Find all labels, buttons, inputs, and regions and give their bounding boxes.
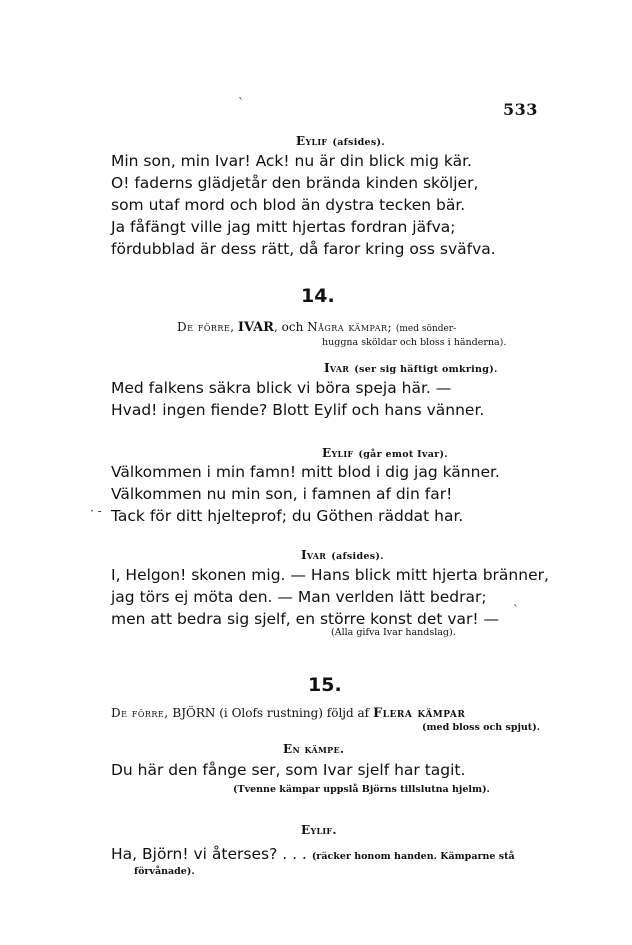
verse-line: Ja fåfängt ville jag mitt hjertas fordran jäfva;	[111, 218, 456, 236]
margin-mark: ˋ	[513, 603, 519, 617]
cast-main: IVAR	[237, 320, 274, 335]
stage-direction: (Alla gifva Ivar handslag).	[331, 627, 456, 638]
verse-line: Hvad! ingen fiende? Blott Eylif och hans vänner.	[111, 401, 485, 419]
speaker-name: Eylif.	[301, 823, 337, 837]
stage-direction: (ser sig häftigt omkring).	[354, 364, 498, 375]
verse-line: Välkommen nu min son, i famnen af din far!	[111, 485, 453, 503]
speaker-ivar	[324, 361, 498, 375]
page-number: 533	[503, 100, 538, 119]
stage-direction: (afsides).	[332, 137, 385, 148]
verse-line: O! faderns glädjetår den brända kinden sköljer,	[111, 174, 479, 192]
speaker-name: Eylif	[322, 446, 354, 460]
cast-main: BJÖRN (i Olofs rustning) följd af	[172, 706, 370, 720]
cast-och: och	[281, 320, 304, 334]
cast-prefix: De förre	[177, 320, 231, 334]
verse-text: Ha, Björn! vi återses? . . .	[111, 845, 307, 863]
speaker-eylif	[322, 446, 448, 460]
cast-note: (med sönder-	[395, 324, 457, 334]
verse-line: jag törs ej möta den. — Man verlden lätt bedrar;	[111, 588, 487, 606]
speaker-name: Ivar	[324, 361, 350, 375]
speaker-name: Eylif	[296, 134, 328, 148]
verse-line: Välkommen i min famn! mitt blod i dig jag känner.	[111, 463, 500, 481]
stage-direction: (går emot Ivar).	[358, 449, 448, 460]
verse-line: Tack för ditt hjelteprof; du Göthen räddat har.	[111, 507, 464, 525]
margin-mark: · -	[90, 504, 102, 518]
cast-note: (med bloss och spjut).	[422, 722, 540, 733]
verse-line: I, Helgon! skonen mig. — Hans blick mitt hjerta bränner,	[111, 566, 549, 584]
speaker-ivar	[301, 548, 384, 562]
speaker-eylif	[296, 134, 385, 148]
margin-mark: ˋ	[238, 96, 244, 110]
verse-line: men att bedra sig sjelf, en större konst det var! —	[111, 610, 500, 628]
speaker-name: En kämpe.	[283, 742, 345, 756]
speaker-name: Ivar	[301, 548, 327, 562]
cast-list: De förre, IVAR, och Några kämpar; (med sönder-	[177, 320, 457, 335]
verse-line: Min son, min Ivar! Ack! nu är din blick mig kär.	[111, 152, 472, 170]
cast-note-cont: huggna sköldar och bloss i händerna).	[322, 337, 507, 348]
stage-direction: (afsides).	[331, 551, 384, 562]
cast-others: Några kämpar;	[307, 320, 393, 334]
cast-prefix: De förre,	[111, 706, 169, 720]
verse-line: Du här den fånge ser, som Ivar sjelf har tagit.	[111, 761, 466, 779]
speaker-eylif	[301, 823, 337, 837]
verse-line: som utaf mord och blod än dystra tecken bär.	[111, 196, 466, 214]
cast-others: Flera kämpar	[372, 706, 466, 721]
speaker-kampe	[283, 742, 344, 756]
stage-direction: (Tvenne kämpar uppslå Björns tillslutna hjelm).	[233, 784, 490, 795]
stage-direction-cont: förvånade).	[134, 866, 195, 877]
cast-list	[111, 706, 465, 721]
verse-line: Med falkens säkra blick vi böra speja här. —	[111, 379, 452, 397]
scene-number: 14.	[301, 285, 335, 307]
scene-number: 15.	[308, 674, 342, 696]
verse-line	[111, 843, 515, 868]
verse-line: fördubblad är dess rätt, då faror kring oss sväfva.	[111, 240, 496, 258]
stage-direction: (räcker honom handen. Kämparne stå	[311, 851, 515, 862]
